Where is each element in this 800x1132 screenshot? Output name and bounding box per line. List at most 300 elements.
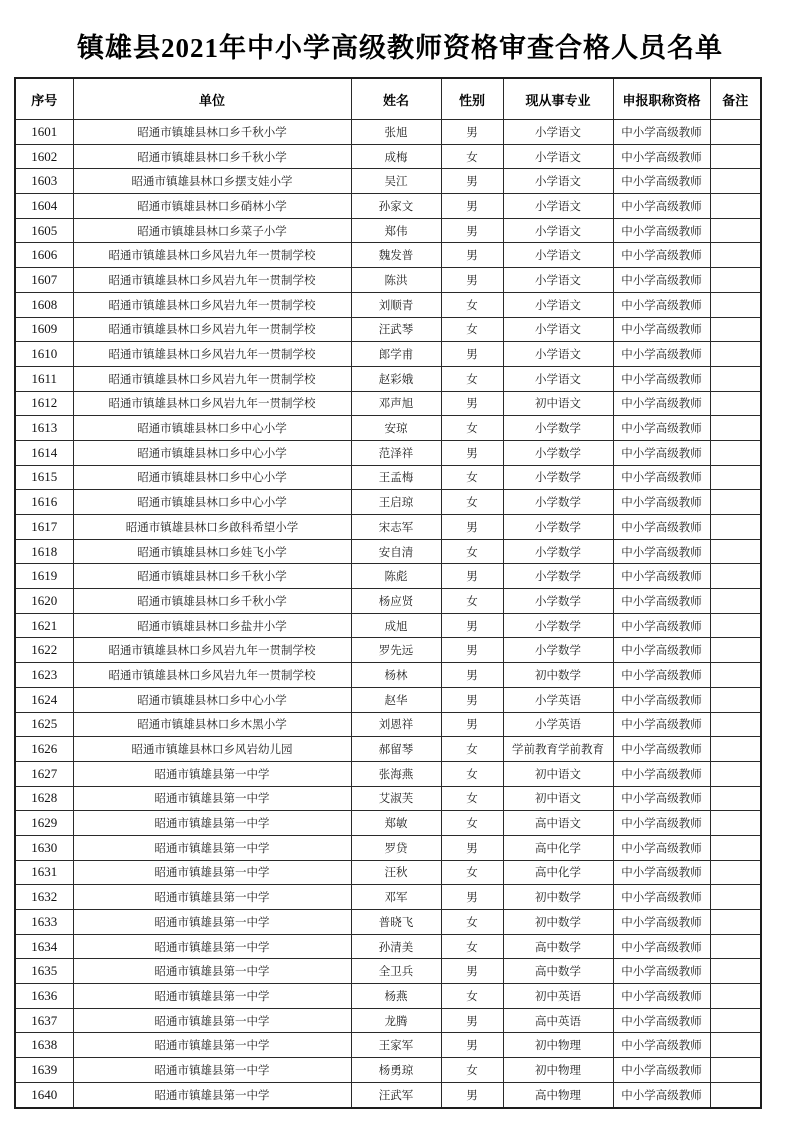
major-cell: 小学语文 bbox=[503, 268, 613, 293]
table-row bbox=[15, 835, 761, 860]
serial-cell: 1607 bbox=[15, 268, 73, 293]
serial-cell: 1620 bbox=[15, 589, 73, 614]
table-row bbox=[15, 885, 761, 910]
name-cell: 艾淑芙 bbox=[351, 786, 441, 811]
name-cell: 汪武琴 bbox=[351, 317, 441, 342]
table-row bbox=[15, 268, 761, 293]
remark-cell bbox=[710, 416, 761, 441]
major-cell: 小学英语 bbox=[503, 687, 613, 712]
name-cell: 汪秋 bbox=[351, 860, 441, 885]
gender-cell: 女 bbox=[441, 292, 503, 317]
unit-cell: 昭通市镇雄县第一中学 bbox=[73, 910, 351, 935]
table-row bbox=[15, 120, 761, 145]
remark-cell bbox=[710, 786, 761, 811]
unit-cell: 昭通市镇雄县林口乡中心小学 bbox=[73, 440, 351, 465]
table-row bbox=[15, 934, 761, 959]
remark-cell bbox=[710, 465, 761, 490]
remark-cell bbox=[710, 194, 761, 219]
serial-cell: 1616 bbox=[15, 490, 73, 515]
unit-cell: 昭通市镇雄县林口乡风岩幼儿园 bbox=[73, 737, 351, 762]
remark-cell bbox=[710, 169, 761, 194]
serial-cell: 1611 bbox=[15, 366, 73, 391]
unit-cell: 昭通市镇雄县林口乡风岩九年一贯制学校 bbox=[73, 638, 351, 663]
major-cell: 小学数学 bbox=[503, 539, 613, 564]
serial-cell: 1637 bbox=[15, 1008, 73, 1033]
remark-cell bbox=[710, 342, 761, 367]
table-row bbox=[15, 391, 761, 416]
gender-cell: 女 bbox=[441, 761, 503, 786]
name-cell: 张海燕 bbox=[351, 761, 441, 786]
major-cell: 初中语文 bbox=[503, 786, 613, 811]
table-row bbox=[15, 317, 761, 342]
gender-cell: 女 bbox=[441, 934, 503, 959]
title-cell: 中小学高级教师 bbox=[613, 120, 710, 145]
serial-cell: 1627 bbox=[15, 761, 73, 786]
serial-cell: 1610 bbox=[15, 342, 73, 367]
gender-cell: 男 bbox=[441, 243, 503, 268]
serial-cell: 1639 bbox=[15, 1058, 73, 1083]
title-cell: 中小学高级教师 bbox=[613, 811, 710, 836]
unit-cell: 昭通市镇雄县林口乡中心小学 bbox=[73, 416, 351, 441]
name-cell: 王启琼 bbox=[351, 490, 441, 515]
name-cell: 刘恩祥 bbox=[351, 712, 441, 737]
major-cell: 小学数学 bbox=[503, 416, 613, 441]
major-cell: 高中化学 bbox=[503, 860, 613, 885]
unit-cell: 昭通市镇雄县林口乡风岩九年一贯制学校 bbox=[73, 342, 351, 367]
table-row bbox=[15, 218, 761, 243]
title-cell: 中小学高级教师 bbox=[613, 638, 710, 663]
title-cell: 中小学高级教师 bbox=[613, 1008, 710, 1033]
name-cell: 杨林 bbox=[351, 663, 441, 688]
table-row bbox=[15, 292, 761, 317]
gender-cell: 女 bbox=[441, 490, 503, 515]
title-cell: 中小学高级教师 bbox=[613, 959, 710, 984]
remark-cell bbox=[710, 539, 761, 564]
serial-cell: 1629 bbox=[15, 811, 73, 836]
gender-cell: 男 bbox=[441, 342, 503, 367]
major-cell: 高中数学 bbox=[503, 934, 613, 959]
name-cell: 郑伟 bbox=[351, 218, 441, 243]
name-cell: 杨应贤 bbox=[351, 589, 441, 614]
title-cell: 中小学高级教师 bbox=[613, 144, 710, 169]
title-cell: 中小学高级教师 bbox=[613, 712, 710, 737]
unit-cell: 昭通市镇雄县林口乡风岩九年一贯制学校 bbox=[73, 366, 351, 391]
title-cell: 中小学高级教师 bbox=[613, 490, 710, 515]
major-cell: 初中语文 bbox=[503, 391, 613, 416]
name-cell: 王孟梅 bbox=[351, 465, 441, 490]
title-cell: 中小学高级教师 bbox=[613, 761, 710, 786]
serial-cell: 1622 bbox=[15, 638, 73, 663]
serial-cell: 1628 bbox=[15, 786, 73, 811]
remark-cell bbox=[710, 218, 761, 243]
serial-cell: 1623 bbox=[15, 663, 73, 688]
unit-cell: 昭通市镇雄县第一中学 bbox=[73, 1033, 351, 1058]
serial-cell: 1635 bbox=[15, 959, 73, 984]
remark-cell bbox=[710, 835, 761, 860]
major-cell: 初中数学 bbox=[503, 663, 613, 688]
gender-cell: 男 bbox=[441, 440, 503, 465]
serial-cell: 1633 bbox=[15, 910, 73, 935]
unit-cell: 昭通市镇雄县林口乡中心小学 bbox=[73, 490, 351, 515]
title-cell: 中小学高级教师 bbox=[613, 440, 710, 465]
title-cell: 中小学高级教师 bbox=[613, 934, 710, 959]
remark-cell bbox=[710, 1082, 761, 1107]
remark-cell bbox=[710, 663, 761, 688]
remark-cell bbox=[710, 120, 761, 145]
gender-cell: 男 bbox=[441, 1033, 503, 1058]
gender-cell: 女 bbox=[441, 811, 503, 836]
title-cell: 中小学高级教师 bbox=[613, 984, 710, 1009]
gender-cell: 男 bbox=[441, 1008, 503, 1033]
title-cell: 中小学高级教师 bbox=[613, 317, 710, 342]
title-cell: 中小学高级教师 bbox=[613, 1058, 710, 1083]
major-cell: 高中物理 bbox=[503, 1082, 613, 1107]
unit-cell: 昭通市镇雄县第一中学 bbox=[73, 984, 351, 1009]
unit-cell: 昭通市镇雄县第一中学 bbox=[73, 934, 351, 959]
serial-cell: 1604 bbox=[15, 194, 73, 219]
title-cell: 中小学高级教师 bbox=[613, 194, 710, 219]
remark-cell bbox=[710, 317, 761, 342]
major-cell: 小学语文 bbox=[503, 169, 613, 194]
name-cell: 普晓飞 bbox=[351, 910, 441, 935]
header-unit: 单位 bbox=[73, 78, 351, 120]
gender-cell: 女 bbox=[441, 366, 503, 391]
remark-cell bbox=[710, 490, 761, 515]
major-cell: 小学数学 bbox=[503, 564, 613, 589]
table-row bbox=[15, 638, 761, 663]
gender-cell: 女 bbox=[441, 984, 503, 1009]
title-cell: 中小学高级教师 bbox=[613, 342, 710, 367]
name-cell: 王家军 bbox=[351, 1033, 441, 1058]
header-major: 现从事专业 bbox=[503, 78, 613, 120]
name-cell: 孙家文 bbox=[351, 194, 441, 219]
remark-cell bbox=[710, 1008, 761, 1033]
gender-cell: 男 bbox=[441, 268, 503, 293]
gender-cell: 女 bbox=[441, 910, 503, 935]
serial-cell: 1625 bbox=[15, 712, 73, 737]
major-cell: 学前教育学前教育 bbox=[503, 737, 613, 762]
serial-cell: 1606 bbox=[15, 243, 73, 268]
header-serial: 序号 bbox=[15, 78, 73, 120]
major-cell: 小学数学 bbox=[503, 490, 613, 515]
unit-cell: 昭通市镇雄县林口乡中心小学 bbox=[73, 687, 351, 712]
serial-cell: 1602 bbox=[15, 144, 73, 169]
name-cell: 罗贷 bbox=[351, 835, 441, 860]
remark-cell bbox=[710, 366, 761, 391]
remark-cell bbox=[710, 811, 761, 836]
major-cell: 高中语文 bbox=[503, 811, 613, 836]
name-cell: 范泽祥 bbox=[351, 440, 441, 465]
title-cell: 中小学高级教师 bbox=[613, 737, 710, 762]
name-cell: 郑敏 bbox=[351, 811, 441, 836]
serial-cell: 1605 bbox=[15, 218, 73, 243]
major-cell: 小学数学 bbox=[503, 440, 613, 465]
table-row bbox=[15, 687, 761, 712]
serial-cell: 1630 bbox=[15, 835, 73, 860]
table-header bbox=[15, 78, 761, 120]
unit-cell: 昭通市镇雄县林口乡菜子小学 bbox=[73, 218, 351, 243]
remark-cell bbox=[710, 737, 761, 762]
name-cell: 孙清美 bbox=[351, 934, 441, 959]
table-row bbox=[15, 366, 761, 391]
name-cell: 刘顺青 bbox=[351, 292, 441, 317]
remark-cell bbox=[710, 910, 761, 935]
major-cell: 小学数学 bbox=[503, 465, 613, 490]
header-name: 姓名 bbox=[351, 78, 441, 120]
serial-cell: 1640 bbox=[15, 1082, 73, 1107]
title-cell: 中小学高级教师 bbox=[613, 515, 710, 540]
unit-cell: 昭通市镇雄县林口乡中心小学 bbox=[73, 465, 351, 490]
serial-cell: 1634 bbox=[15, 934, 73, 959]
unit-cell: 昭通市镇雄县第一中学 bbox=[73, 1008, 351, 1033]
title-cell: 中小学高级教师 bbox=[613, 268, 710, 293]
remark-cell bbox=[710, 934, 761, 959]
major-cell: 小学数学 bbox=[503, 589, 613, 614]
title-cell: 中小学高级教师 bbox=[613, 243, 710, 268]
major-cell: 小学英语 bbox=[503, 712, 613, 737]
major-cell: 高中化学 bbox=[503, 835, 613, 860]
unit-cell: 昭通市镇雄县林口乡风岩九年一贯制学校 bbox=[73, 292, 351, 317]
title-cell: 中小学高级教师 bbox=[613, 292, 710, 317]
table-row bbox=[15, 144, 761, 169]
table-row bbox=[15, 515, 761, 540]
title-cell: 中小学高级教师 bbox=[613, 910, 710, 935]
unit-cell: 昭通市镇雄县林口乡千秋小学 bbox=[73, 144, 351, 169]
name-cell: 赵华 bbox=[351, 687, 441, 712]
title-cell: 中小学高级教师 bbox=[613, 1033, 710, 1058]
table-row bbox=[15, 194, 761, 219]
remark-cell bbox=[710, 440, 761, 465]
name-cell: 赵彩娥 bbox=[351, 366, 441, 391]
name-cell: 龙腾 bbox=[351, 1008, 441, 1033]
title-cell: 中小学高级教师 bbox=[613, 539, 710, 564]
name-cell: 郎学甫 bbox=[351, 342, 441, 367]
name-cell: 宋志军 bbox=[351, 515, 441, 540]
name-cell: 吴江 bbox=[351, 169, 441, 194]
table-row bbox=[15, 243, 761, 268]
remark-cell bbox=[710, 268, 761, 293]
serial-cell: 1614 bbox=[15, 440, 73, 465]
table-row bbox=[15, 1082, 761, 1107]
gender-cell: 男 bbox=[441, 194, 503, 219]
name-cell: 罗先远 bbox=[351, 638, 441, 663]
remark-cell bbox=[710, 613, 761, 638]
header-remark: 备注 bbox=[710, 78, 761, 120]
table-row bbox=[15, 737, 761, 762]
name-cell: 成梅 bbox=[351, 144, 441, 169]
name-cell: 邓声旭 bbox=[351, 391, 441, 416]
name-cell: 安琼 bbox=[351, 416, 441, 441]
title-cell: 中小学高级教师 bbox=[613, 613, 710, 638]
remark-cell bbox=[710, 959, 761, 984]
unit-cell: 昭通市镇雄县林口乡风岩九年一贯制学校 bbox=[73, 663, 351, 688]
remark-cell bbox=[710, 687, 761, 712]
title-cell: 中小学高级教师 bbox=[613, 169, 710, 194]
major-cell: 小学语文 bbox=[503, 194, 613, 219]
title-cell: 中小学高级教师 bbox=[613, 564, 710, 589]
major-cell: 小学语文 bbox=[503, 243, 613, 268]
title-cell: 中小学高级教师 bbox=[613, 885, 710, 910]
table-row bbox=[15, 1058, 761, 1083]
gender-cell: 男 bbox=[441, 613, 503, 638]
name-cell: 杨勇琼 bbox=[351, 1058, 441, 1083]
unit-cell: 昭通市镇雄县林口乡盐井小学 bbox=[73, 613, 351, 638]
table-row bbox=[15, 761, 761, 786]
serial-cell: 1601 bbox=[15, 120, 73, 145]
unit-cell: 昭通市镇雄县第一中学 bbox=[73, 835, 351, 860]
serial-cell: 1613 bbox=[15, 416, 73, 441]
major-cell: 小学语文 bbox=[503, 144, 613, 169]
table-row bbox=[15, 1008, 761, 1033]
serial-cell: 1624 bbox=[15, 687, 73, 712]
title-cell: 中小学高级教师 bbox=[613, 366, 710, 391]
major-cell: 高中英语 bbox=[503, 1008, 613, 1033]
serial-cell: 1636 bbox=[15, 984, 73, 1009]
unit-cell: 昭通市镇雄县第一中学 bbox=[73, 786, 351, 811]
title-cell: 中小学高级教师 bbox=[613, 416, 710, 441]
gender-cell: 女 bbox=[441, 416, 503, 441]
table-row bbox=[15, 440, 761, 465]
major-cell: 小学语文 bbox=[503, 292, 613, 317]
table-row bbox=[15, 539, 761, 564]
major-cell: 小学语文 bbox=[503, 366, 613, 391]
gender-cell: 男 bbox=[441, 564, 503, 589]
gender-cell: 男 bbox=[441, 1082, 503, 1107]
name-cell: 安自清 bbox=[351, 539, 441, 564]
serial-cell: 1609 bbox=[15, 317, 73, 342]
title-cell: 中小学高级教师 bbox=[613, 465, 710, 490]
table-row bbox=[15, 959, 761, 984]
unit-cell: 昭通市镇雄县林口乡木黑小学 bbox=[73, 712, 351, 737]
gender-cell: 男 bbox=[441, 885, 503, 910]
unit-cell: 昭通市镇雄县林口乡风岩九年一贯制学校 bbox=[73, 391, 351, 416]
table-row bbox=[15, 589, 761, 614]
major-cell: 小学语文 bbox=[503, 120, 613, 145]
unit-cell: 昭通市镇雄县第一中学 bbox=[73, 811, 351, 836]
header-row bbox=[15, 78, 761, 120]
table-row bbox=[15, 712, 761, 737]
name-cell: 张旭 bbox=[351, 120, 441, 145]
name-cell: 魏发普 bbox=[351, 243, 441, 268]
major-cell: 小学语文 bbox=[503, 218, 613, 243]
unit-cell: 昭通市镇雄县第一中学 bbox=[73, 885, 351, 910]
title-cell: 中小学高级教师 bbox=[613, 589, 710, 614]
gender-cell: 女 bbox=[441, 860, 503, 885]
remark-cell bbox=[710, 564, 761, 589]
gender-cell: 女 bbox=[441, 465, 503, 490]
gender-cell: 女 bbox=[441, 589, 503, 614]
remark-cell bbox=[710, 761, 761, 786]
major-cell: 小学数学 bbox=[503, 613, 613, 638]
unit-cell: 昭通市镇雄县林口乡摆支娃小学 bbox=[73, 169, 351, 194]
table-row bbox=[15, 860, 761, 885]
unit-cell: 昭通市镇雄县林口乡风岩九年一贯制学校 bbox=[73, 317, 351, 342]
remark-cell bbox=[710, 243, 761, 268]
gender-cell: 女 bbox=[441, 317, 503, 342]
header-gender: 性别 bbox=[441, 78, 503, 120]
serial-cell: 1621 bbox=[15, 613, 73, 638]
remark-cell bbox=[710, 1033, 761, 1058]
major-cell: 初中数学 bbox=[503, 885, 613, 910]
major-cell: 初中语文 bbox=[503, 761, 613, 786]
header-title: 申报职称资格 bbox=[613, 78, 710, 120]
serial-cell: 1626 bbox=[15, 737, 73, 762]
table-row bbox=[15, 786, 761, 811]
unit-cell: 昭通市镇雄县林口乡啟科希望小学 bbox=[73, 515, 351, 540]
serial-cell: 1617 bbox=[15, 515, 73, 540]
title-cell: 中小学高级教师 bbox=[613, 663, 710, 688]
serial-cell: 1618 bbox=[15, 539, 73, 564]
gender-cell: 女 bbox=[441, 1058, 503, 1083]
teacher-roster-table bbox=[14, 77, 762, 1109]
unit-cell: 昭通市镇雄县林口乡硝林小学 bbox=[73, 194, 351, 219]
gender-cell: 男 bbox=[441, 515, 503, 540]
remark-cell bbox=[710, 391, 761, 416]
table-body bbox=[15, 120, 761, 1108]
table-row bbox=[15, 984, 761, 1009]
major-cell: 高中数学 bbox=[503, 959, 613, 984]
unit-cell: 昭通市镇雄县林口乡风岩九年一贯制学校 bbox=[73, 268, 351, 293]
name-cell: 成旭 bbox=[351, 613, 441, 638]
unit-cell: 昭通市镇雄县第一中学 bbox=[73, 860, 351, 885]
unit-cell: 昭通市镇雄县第一中学 bbox=[73, 1058, 351, 1083]
gender-cell: 男 bbox=[441, 218, 503, 243]
gender-cell: 男 bbox=[441, 712, 503, 737]
serial-cell: 1612 bbox=[15, 391, 73, 416]
table-row bbox=[15, 1033, 761, 1058]
serial-cell: 1615 bbox=[15, 465, 73, 490]
table-row bbox=[15, 663, 761, 688]
table-row bbox=[15, 416, 761, 441]
gender-cell: 男 bbox=[441, 638, 503, 663]
remark-cell bbox=[710, 589, 761, 614]
name-cell: 汪武军 bbox=[351, 1082, 441, 1107]
gender-cell: 男 bbox=[441, 120, 503, 145]
unit-cell: 昭通市镇雄县第一中学 bbox=[73, 761, 351, 786]
table-row bbox=[15, 342, 761, 367]
remark-cell bbox=[710, 984, 761, 1009]
remark-cell bbox=[710, 860, 761, 885]
title-cell: 中小学高级教师 bbox=[613, 1082, 710, 1107]
gender-cell: 女 bbox=[441, 737, 503, 762]
table-row bbox=[15, 564, 761, 589]
name-cell: 杨燕 bbox=[351, 984, 441, 1009]
gender-cell: 女 bbox=[441, 144, 503, 169]
gender-cell: 女 bbox=[441, 539, 503, 564]
title-cell: 中小学高级教师 bbox=[613, 860, 710, 885]
major-cell: 初中物理 bbox=[503, 1033, 613, 1058]
remark-cell bbox=[710, 638, 761, 663]
gender-cell: 男 bbox=[441, 169, 503, 194]
serial-cell: 1631 bbox=[15, 860, 73, 885]
table-row bbox=[15, 465, 761, 490]
name-cell: 陈彪 bbox=[351, 564, 441, 589]
major-cell: 小学语文 bbox=[503, 317, 613, 342]
remark-cell bbox=[710, 292, 761, 317]
name-cell: 全卫兵 bbox=[351, 959, 441, 984]
unit-cell: 昭通市镇雄县林口乡娃飞小学 bbox=[73, 539, 351, 564]
name-cell: 邓军 bbox=[351, 885, 441, 910]
table-row bbox=[15, 811, 761, 836]
title-cell: 中小学高级教师 bbox=[613, 835, 710, 860]
unit-cell: 昭通市镇雄县第一中学 bbox=[73, 959, 351, 984]
gender-cell: 女 bbox=[441, 786, 503, 811]
page-title: 镇雄县2021年中小学高级教师资格审查合格人员名单 bbox=[77, 33, 723, 63]
serial-cell: 1608 bbox=[15, 292, 73, 317]
gender-cell: 男 bbox=[441, 391, 503, 416]
remark-cell bbox=[710, 144, 761, 169]
unit-cell: 昭通市镇雄县第一中学 bbox=[73, 1082, 351, 1107]
